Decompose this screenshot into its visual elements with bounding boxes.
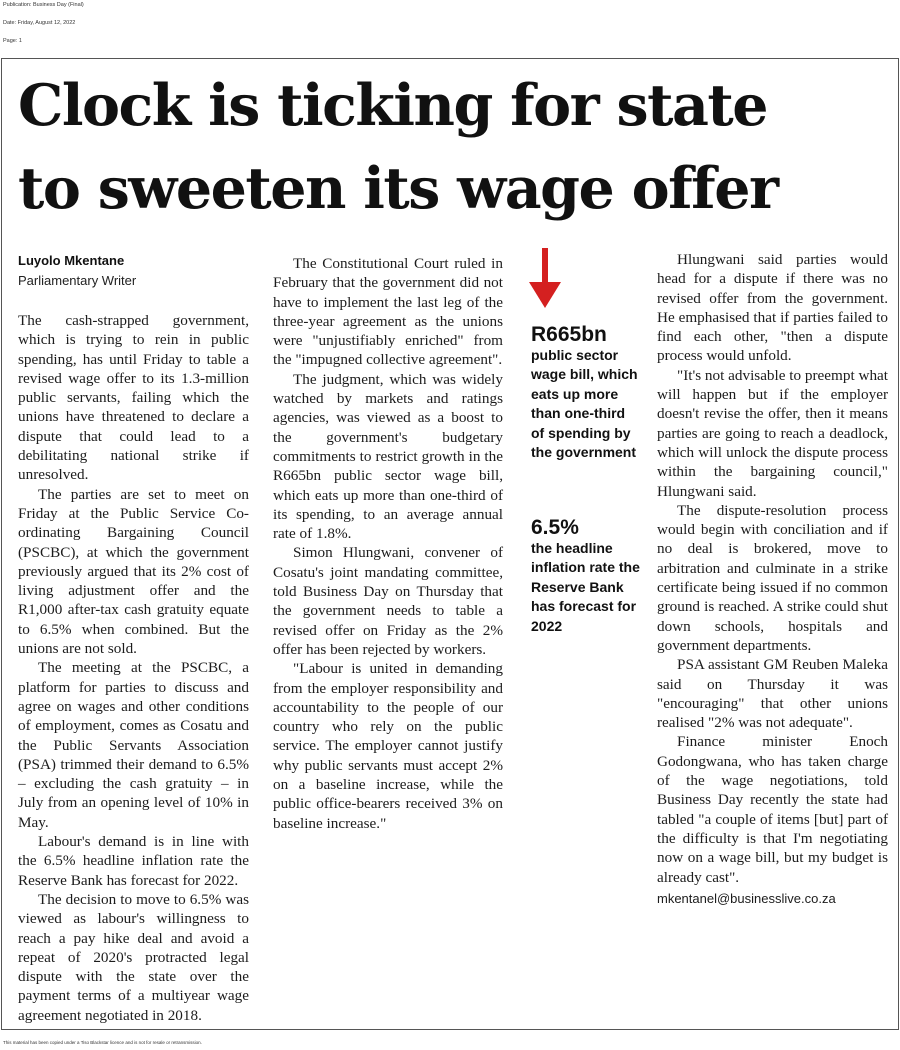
body-paragraph: The meeting at the PSCBC, a platform for parties to discuss and agree on wages and other conditions of employment, comes as Cosatu and the Public Servants Association (PSA) trimmed their demand to 6.5% – excluding the cash gratuity – in July from an opening level of 10% in May. (18, 659, 249, 831)
headline-line-2: to sweeten its wage offer (18, 155, 778, 222)
headline (18, 64, 888, 230)
author-email[interactable]: mkentanel@businesslive.co.za (657, 890, 836, 906)
stat-value: 6.5% (531, 516, 579, 539)
body-paragraph: PSA assistant GM Reuben Maleka said on Thursday it was "encouraging" that other unions realised "2% was not adequate". (657, 656, 888, 732)
body-column-2 (273, 254, 503, 833)
page-label: Page: 1 (3, 38, 22, 44)
body-paragraph: The cash-strapped government, which is trying to rein in public spending, has until Friday to table a revised wage offer to its 1.3-million public servants, failing which the unions have threatened to declare a dispute that could lead to a debilitating national strike if unresolved. (18, 312, 249, 484)
body-paragraph: The decision to move to 6.5% was viewed as labour's willingness to reach a pay hike deal and avoid a repeat of 2020's protracted legal dispute with the state over the payment terms of a multiyear wage agreement negotiated in 2018. (18, 890, 249, 1024)
down-arrow-icon (529, 248, 561, 308)
body-paragraph: The judgment, which was widely watched by markets and ratings agencies, was viewed as a boost to the government's budgetary commitments to restrict growth in the R665bn public sector wage bill, which eats up more than one-third of its spending, to an average annual rate of 1.8%. (273, 370, 503, 543)
body-paragraph: "Labour is united in demanding from the employer responsibility and accountability to the people of our country who rely on the public service. The employer cannot justify why public servants must accept 2% on a baseline increase, while the public office-bearers received 3% on baseline increase." (273, 660, 503, 832)
stat-inflation (531, 517, 641, 636)
stat-wage-bill (531, 324, 641, 462)
byline-name: Luyolo Mkentane (18, 253, 125, 268)
body-paragraph: The parties are set to meet on Friday at the Public Service Co-ordinating Bargaining Council (PSCBC), at which the government previously argued that its 2% cost of living adjustment offer and the R1,000 after-tax cash gratuity equate to 6.5% when combined. But the unions are not sold. (18, 485, 249, 658)
body-paragraph: Simon Hlungwani, convener of Cosatu's joint mandating committee, told Business Day on Thursday that the government needs to table a revised offer on Friday as the 2% offer has been rejected by workers. (273, 544, 503, 658)
body-column-4 (657, 250, 888, 908)
stat-description: public sector wage bill, which eats up more than one-third of spending by the government (531, 347, 638, 461)
byline-role: Parliamentary Writer (18, 273, 137, 288)
copyright-footer: This material has been copied under a Tiso Blackstar licence and is not for resale or retransmission. (3, 1040, 202, 1045)
publication-label: Publication: Business Day (Final) (3, 2, 84, 8)
body-paragraph: The Constitutional Court ruled in February that the government did not have to implement the last leg of the three-year agreement as the unions were "unjustifiably enriched" from the "impugned collective agreement". (273, 255, 503, 369)
body-paragraph: "It's not advisable to preempt what will happen but if the employer doesn't revise the offer, then it means parties are going to reach a deadlock, which will unlock the dispute process within the bargaining council," Hlungwani said. (657, 366, 888, 500)
body-paragraph: Hlungwani said parties would head for a dispute if there was no revised offer from the government. He emphasised that if parties failed to find each other, "then a dispute process would unfold. (657, 251, 888, 365)
stat-description: the headline inflation rate the Reserve Bank has forecast for 2022 (531, 540, 640, 634)
body-paragraph: Finance minister Enoch Godongwana, who has taken charge of the wage negotiations, told Business Day recently the state had tabled "a couple of items [but] part of the difficulty is that I'm negotiating now on a wage bill, but my budget is already cast". (657, 733, 888, 886)
body-paragraph: Labour's demand is in line with the 6.5% headline inflation rate the Reserve Bank has forecast for 2022. (18, 833, 249, 889)
date-label: Date: Friday, August 12, 2022 (3, 20, 76, 26)
stat-value: R665bn (531, 323, 607, 346)
headline-line-1: Clock is ticking for state (18, 72, 768, 139)
body-paragraph: The dispute-resolution process would begin with conciliation and if no deal is brokered, move to arbitration and culminate in a strike certificate being issued if no common ground is reached. A strike could shut down schools, hospitals and government departments. (657, 501, 888, 654)
body-column-1 (18, 311, 249, 1025)
